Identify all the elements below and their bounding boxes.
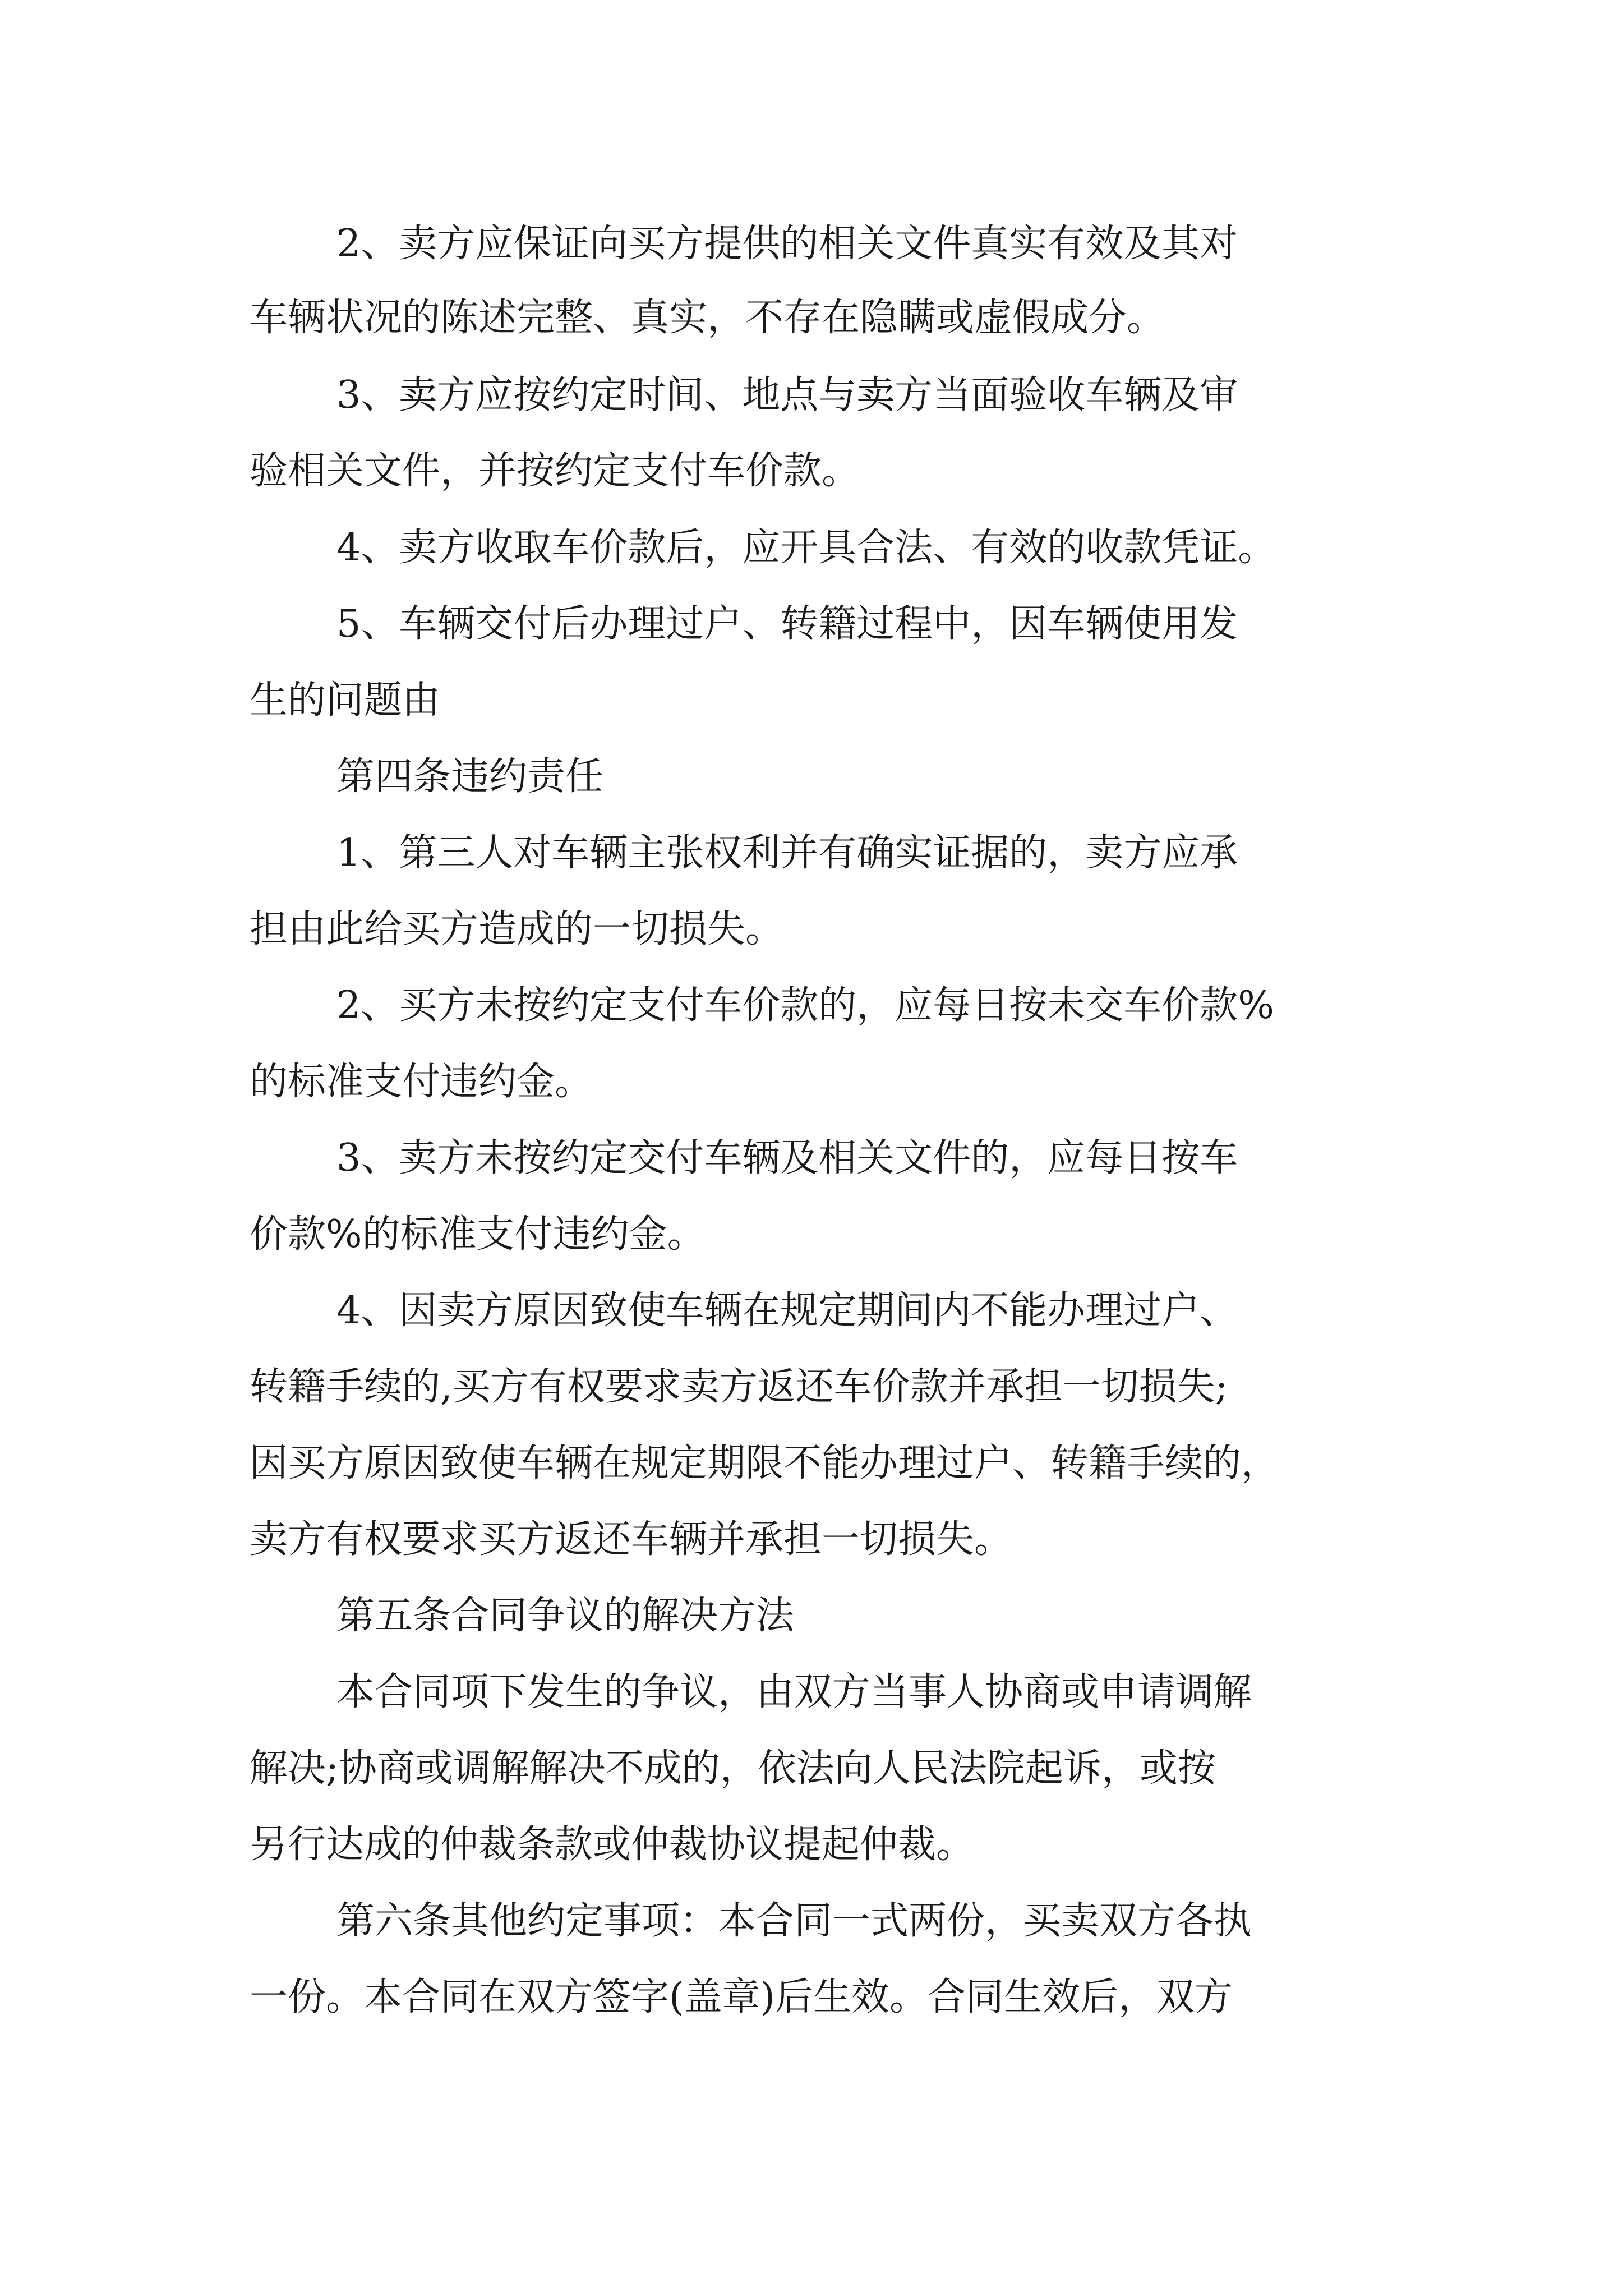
text-line [0, 373, 1623, 418]
text-line [0, 526, 1623, 570]
text-line [0, 1289, 1623, 1333]
line-text: 价款%的标准支付违约金。 [250, 1212, 706, 1257]
text-line [0, 222, 1623, 266]
text-line [0, 1441, 1623, 1486]
text-line [0, 1060, 1623, 1105]
text-line [0, 983, 1623, 1028]
line-text: 验相关文件，并按约定支付车价款。 [250, 449, 860, 493]
line-text: 卖方有权要求买方返还车辆并承担一切损失。 [250, 1517, 1013, 1562]
line-text: 3、卖方未按约定交付车辆及相关文件的，应每日按车 [336, 1136, 1238, 1180]
text-line [0, 1670, 1623, 1715]
line-text: 第五条合同争议的解决方法 [336, 1594, 795, 1638]
line-text: 4、因卖方原因致使车辆在规定期间内不能办理过户、 [336, 1289, 1238, 1333]
text-line [0, 296, 1623, 341]
line-text: 因买方原因致使车辆在规定期限不能办理过户、转籍手续的， [250, 1441, 1280, 1485]
line-text: 本合同项下发生的争议，由双方当事人协商或申请调解 [336, 1670, 1252, 1714]
text-line [0, 1212, 1623, 1257]
line-text: 第六条其他约定事项：本合同一式两份，买卖双方各执 [336, 1899, 1252, 1943]
line-text: 一份。本合同在双方签字(盖章)后生效。合同生效后，双方 [250, 1975, 1233, 2019]
text-line [0, 1365, 1623, 1410]
line-text: 第四条违约责任 [336, 754, 604, 799]
section-heading [0, 1594, 1623, 1639]
line-text: 转籍手续的,买方有权要求卖方返还车价款并承担一切损失; [250, 1365, 1228, 1409]
line-text: 3、卖方应按约定时间、地点与卖方当面验收车辆及审 [336, 373, 1238, 417]
text-line [0, 1746, 1623, 1791]
line-text: 1、第三人对车辆主张权利并有确实证据的，卖方应承 [336, 831, 1238, 875]
line-text: 解决;协商或调解解决不成的，依法向人民法院起诉，或按 [250, 1746, 1216, 1791]
line-text: 另行达成的仲裁条款或仲裁协议提起仲裁。 [250, 1823, 975, 1867]
line-text: 2、卖方应保证向买方提供的相关文件真实有效及其对 [336, 222, 1238, 266]
line-text: 2、买方未按约定支付车价款的，应每日按未交车价款% [336, 983, 1274, 1028]
text-line [0, 831, 1623, 876]
line-text: 的标准支付违约金。 [250, 1060, 593, 1104]
text-line [0, 1136, 1623, 1181]
text-line [0, 1975, 1623, 2020]
line-text: 车辆状况的陈述完整、真实，不存在隐瞒或虚假成分。 [250, 296, 1165, 340]
text-line [0, 449, 1623, 494]
text-line [0, 678, 1623, 723]
text-line [0, 1899, 1623, 1944]
section-heading [0, 754, 1623, 799]
line-text: 生的问题由 [250, 678, 441, 723]
line-text: 4、卖方收取车价款后，应开具合法、有效的收款凭证。 [336, 526, 1276, 570]
text-line [0, 602, 1623, 647]
line-text: 担由此给买方造成的一切损失。 [250, 907, 784, 951]
text-line [0, 907, 1623, 952]
line-text: 5、车辆交付后办理过户、转籍过程中，因车辆使用发 [336, 602, 1238, 646]
text-line [0, 1517, 1623, 1562]
text-line [0, 1823, 1623, 1867]
